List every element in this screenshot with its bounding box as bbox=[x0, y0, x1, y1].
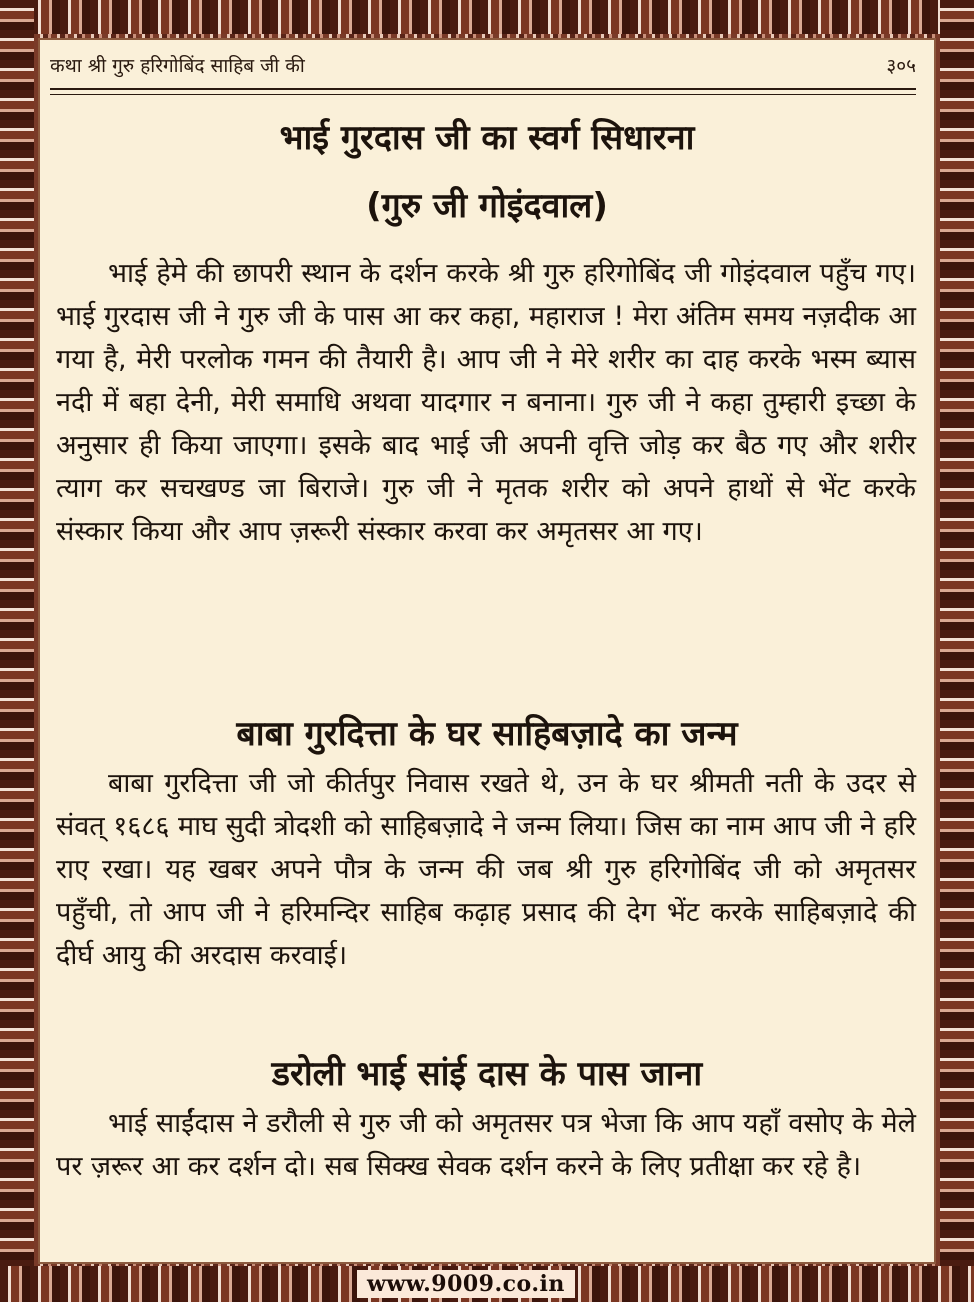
page-number: ३०५ bbox=[886, 55, 916, 77]
section-1-title: भाई गुरदास जी का स्वर्ग सिधारना bbox=[279, 118, 695, 158]
border-top-ornament bbox=[0, 0, 974, 34]
header-rule bbox=[50, 88, 916, 90]
section-1-body: भाई हेमे की छापरी स्थान के दर्शन करके श्री गुरु हरिगोबिंद जी गोइंदवाल पहुँच गए। भाई गुरदास जी ने गुरु जी के पास आ कर कहा, महाराज ! मेरा अंतिम समय नज़दीक आ गया है, मेरी परलोक गमन की तैयारी है। आप जी ने मेरे शरीर का दाह करके भस्म ब्यास नदी में बहा देनी, मेरी समाधि अथवा यादगार न बनाना। गुरु जी ने कहा तुम्हारी इच्छा के अनुसार ही किया जाएगा। इसके बाद भाई जी अपनी वृत्ति जोड़ कर बैठ गए और शरीर त्याग कर सचखण्ड जा बिराजे। गुरु जी ने मृतक शरीर को अपने हाथों से भेंट करके संस्कार किया और आप ज़रूरी संस्कार करवा कर अमृतसर आ गए। bbox=[56, 258, 916, 547]
border-bottom-ornament bbox=[0, 1266, 974, 1302]
section-3-body: भाई साईंदास ने डरौली से गुरु जी को अमृतसर पत्र भेजा कि आप यहाँ वसोए के मेले पर ज़रूर आ कर दर्शन दो। सब सिक्ख सेवक दर्शन करने के लिए प्रतीक्षा कर रहे है। bbox=[56, 1108, 916, 1182]
website-url[interactable]: www.9009.co.in bbox=[357, 1270, 575, 1298]
section-2-body: बाबा गुरदित्ता जी जो कीर्तपुर निवास रखते थे, उन के घर श्रीमती नती के उदर से संवत् १६८६ माघ सुदी त्रोदशी को साहिबज़ादे ने जन्म लिया। जिस का नाम आप जी ने हरि राए रखा। यह खबर अपने पौत्र के जन्म की जब श्री गुरु हरिगोबिंद जी को अमृतसर पहुँची, तो आप जी ने हरिमन्दिर साहिब कढ़ाह प्रसाद की देग भेंट करके साहिबज़ादे की दीर्घ आयु की अरदास करवाई। bbox=[56, 768, 916, 971]
border-right-ornament bbox=[940, 0, 974, 1302]
border-left-ornament bbox=[0, 0, 34, 1302]
book-page bbox=[38, 38, 936, 1264]
header-rule-thin bbox=[50, 94, 916, 95]
section-3-title: डरोली भाई सांई दास के पास जाना bbox=[271, 1054, 703, 1094]
running-title: कथा श्री गुरु हरिगोबिंद साहिब जी की bbox=[50, 55, 305, 77]
section-1-subtitle: (गुरु जी गोइंदवाल) bbox=[366, 186, 608, 226]
section-2-title: बाबा गुरदित्ता के घर साहिबज़ादे का जन्म bbox=[236, 714, 738, 754]
